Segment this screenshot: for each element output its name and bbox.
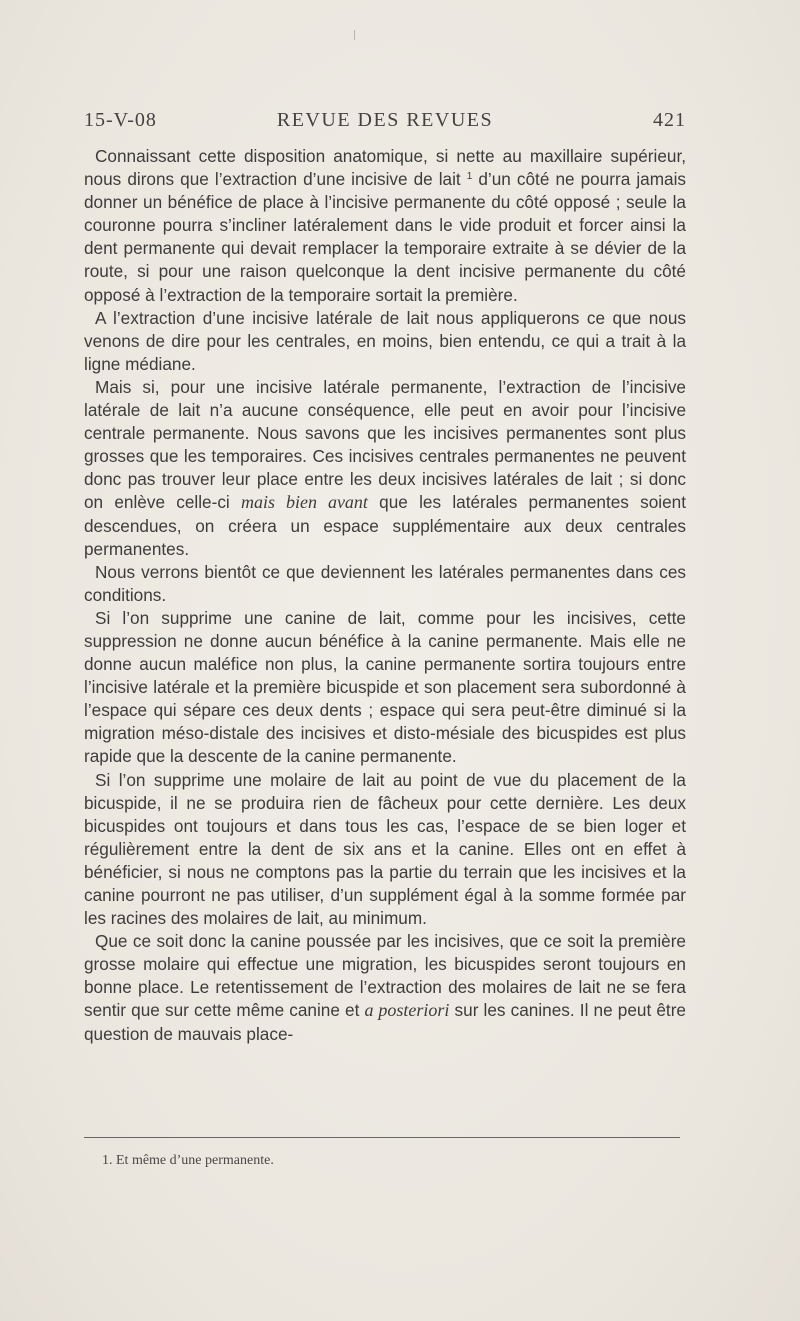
paragraph-7 xyxy=(84,930,686,1045)
running-header xyxy=(84,109,686,139)
header-date: 15-V-08 xyxy=(84,109,157,131)
footnote-divider xyxy=(84,1137,680,1138)
page-number: 421 xyxy=(653,109,686,131)
paragraph-6: Si l’on supprime une molaire de lait au point de vue du placement de la bicuspide, il ne se produira rien de fâcheux pour cette dernière. Les deux bicuspides ont toujours et dans tous les cas, l’espace de se bien loger et régulièrement entre la dent de six ans et la canine. Elles ont en effet à bénéficier, si nous ne comptons pas la partie du terrain que les incisives et la canine pourront ne pas utiliser, d’un supplément égal à la somme formée par les racines des molaires de lait, au minimum. xyxy=(84,769,686,929)
paragraph-text: que les latérales permanentes soient descendues, on créera un espace supplémentaire aux deux centrales permanentes. xyxy=(84,492,686,559)
paragraph-text: Connaissant cette disposition anatomique, si nette au maxillaire supérieur, nous dirons que l’extraction d’une incisive de lait xyxy=(84,146,686,190)
footnote xyxy=(102,1153,274,1169)
paragraph-2: A l’extraction d’une incisive latérale de lait nous appliquerons ce que nous venons de dire pour les centrales, en moins, bien entendu, ce qui a trait à la ligne médiane. xyxy=(84,307,686,374)
footnote-reference: 1 xyxy=(466,171,473,183)
footnote-text: Et même d’une permanente. xyxy=(116,1153,274,1168)
page-mark xyxy=(354,30,355,40)
paragraph-4: Nous verrons bientôt ce que deviennent les latérales permanentes dans ces conditions. xyxy=(84,561,686,605)
paragraph-5: Si l’on supprime une canine de lait, comme pour les incisives, cette suppression ne donne aucun bénéfice à la canine permanente. Mais elle ne donne aucun maléfice non plus, la canine permanente sortira toujours entre l’incisive latérale et la première bicuspide et son placement sera subordonné à l’espace qui sépare ces deux dents ; espace qui sera peut-être diminué si la migration méso-distale des incisives et disto-mésiale des bicuspides est plus rapide que la descente de la canine permanente. xyxy=(84,607,686,767)
paragraph-text: Mais si, pour une incisive latérale permanente, l’extraction de l’incisive latérale de lait n’a aucune conséquence, elle peut en avoir pour l’incisive centrale permanente. Nous savons que les incisives permanentes sont plus grosses que les temporaires. Ces incisives centrales permanentes ne peuvent donc pas trouver leur place entre les deux incisives latérales de lait ; si donc on enlève celle-ci xyxy=(84,376,686,513)
paragraph-3 xyxy=(84,376,686,561)
paragraph-text: sur les canines. Il ne peut être question de mauvais place- xyxy=(84,1000,686,1044)
emphasis-text: mais bien avant xyxy=(241,492,368,513)
footnote-marker: 1. xyxy=(102,1153,113,1168)
paragraph-1 xyxy=(84,145,686,307)
article-body xyxy=(84,145,686,1046)
paragraph-text: d’un côté ne pourra jamais donner un bénéfice de place à l’incisive permanente du côté opposé ; seule la couronne pourra s’incliner latéralement dans le vide produit et forcer ainsi la dent permanente qui devait remplacer la temporaire extraite à se dévier de la route, si pour une raison quelconque la dent incisive permanente du côté opposé à l’extraction de la temporaire sortait la première. xyxy=(84,169,686,305)
header-title: REVUE DES REVUES xyxy=(276,109,494,131)
paragraph-text: Que ce soit donc la canine poussée par les incisives, que ce soit la première grosse molaire qui effectue une migration, les bicuspides seront toujours en bonne place. Le retentissement de l’extraction des molaires de lait ne se fera sentir que sur cette même canine et xyxy=(84,931,686,1021)
emphasis-text: a posteriori xyxy=(364,1000,450,1021)
